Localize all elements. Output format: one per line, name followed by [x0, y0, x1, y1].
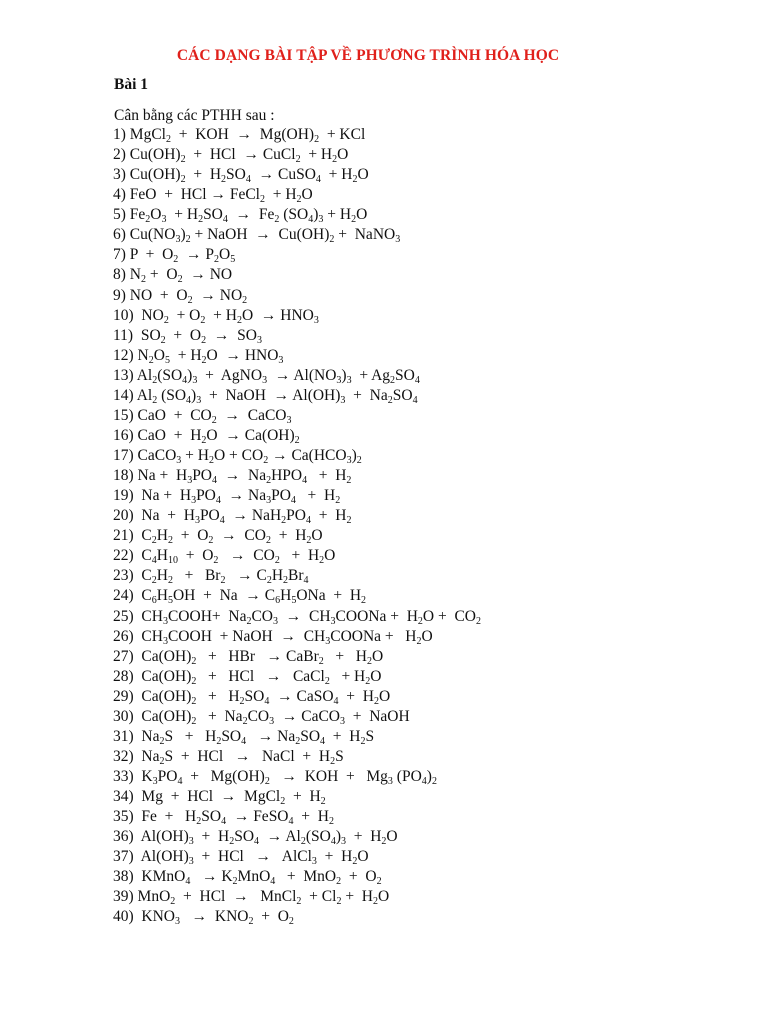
equation-number: 1) — [113, 126, 130, 143]
equation-row — [113, 346, 481, 366]
equation-row — [113, 486, 481, 506]
equation-text: $Na + H_3PO_4 \to NaH_2PO_4 + H_2$ — [137, 507, 352, 527]
equation-text: $CH_3COOH+ Na_2CO_3$ → $CH_3COONa + H_2O + CO_2$ — [137, 607, 481, 627]
equation-text: $Na_2S + H_2SO_4 \to Na_2SO_4 + H_2S$ — [137, 727, 375, 747]
equation-number: 11) — [113, 326, 137, 344]
equation-text: $C_6H_5OH + Na \to C_6H_5ONa + H_2$ — [137, 587, 367, 607]
equation-number: 9) — [113, 286, 130, 304]
equation-row — [113, 687, 481, 707]
equation-row — [113, 787, 481, 807]
equation-row — [113, 647, 481, 667]
equation-text: $N_2 + O_2$ → NO — [129, 266, 233, 286]
equation-row — [113, 145, 481, 165]
equation-text: $CH_3COOH$ + NaOH → $CH_3COONa + H_2O$ — [137, 627, 433, 647]
equation-number: 20) — [113, 507, 138, 525]
equation-row — [113, 185, 481, 205]
equation-text: $KNO_3 \to KNO_2 + O_2$ — [137, 908, 294, 928]
equation-list — [113, 125, 481, 928]
equation-text: $P + O_2 \to P_2O_5$ — [129, 246, 236, 266]
equation-text: $N_2O_5 + H_2O \to HNO_3$ — [137, 346, 284, 366]
equation-number: 22) — [113, 547, 138, 565]
equation-row — [113, 326, 481, 346]
equation-text: $Ca(OH)_2 + H_2SO_4$ → CaSO$_4$ + $H_2O$ — [137, 687, 391, 707]
equation-row — [113, 165, 481, 185]
equation-text: $Na_2S$ + HCl → NaCl + $H_2S$ — [137, 747, 344, 767]
equation-row — [113, 727, 481, 747]
equation-number: 29) — [113, 687, 138, 705]
equation-row — [113, 566, 481, 586]
equation-number: 14) — [113, 386, 137, 404]
equation-text: KMnO$_4$ → $K_2MnO_4 + MnO_2 + O_2$ — [137, 868, 382, 888]
equation-number: 18) — [113, 467, 138, 485]
equation-number: 21) — [113, 527, 138, 545]
equation-number: 13) — [113, 366, 137, 384]
equation-number: 32) — [113, 747, 138, 765]
equation-number: 19) — [113, 487, 138, 505]
equation-number: 12) — [113, 346, 138, 364]
equation-number: 3) — [113, 166, 130, 184]
instruction-text: Cân bằng các PTHH sau : — [114, 107, 275, 124]
equation-text: MnO$_2$ + HCl → MnCl$_2$ + $Cl_2 + H_2O$ — [137, 888, 390, 908]
equation-text: $Cu(NO_3)_2$ + NaOH → $Cu(OH)_2$ + NaNO$_3$ — [129, 226, 401, 246]
equation-number: 38) — [113, 868, 138, 886]
equation-text: $K_3PO_4 + Mg(OH)_2$ → KOH + $Mg_3$ $(PO_4)_2$ — [137, 768, 437, 787]
equation-row — [113, 386, 481, 406]
equation-text: CaO + $CO_2$ → CaCO$_3$ — [137, 406, 292, 426]
equation-row — [113, 847, 481, 867]
equation-number: 31) — [113, 727, 138, 745]
equation-text: $Ca(OH)_2$ + HCl → CaCl$_2$ + $H_2O$ — [137, 667, 382, 687]
equation-number: 40) — [113, 908, 138, 926]
equation-row — [113, 125, 481, 145]
equation-number: 28) — [113, 667, 138, 685]
document-title: CÁC DẠNG BÀI TẬP VỀ PHƯƠNG TRÌNH HÓA HỌC — [176, 47, 560, 64]
equation-text: $Fe + H_2SO_4$ → FeSO$_4$ + $H_2$ — [137, 808, 334, 828]
equation-row — [113, 887, 481, 907]
equation-row — [113, 867, 481, 887]
equation-text: MgCl$_2$ + KOH → $Mg(OH)_2$ + KCl — [129, 126, 366, 145]
equation-text: $Al(OH)_3$ + HCl → AlCl$_3$ + $H_2O$ — [137, 848, 369, 868]
equation-row — [113, 286, 481, 306]
equation-number: 39) — [113, 888, 138, 906]
equation-number: 15) — [113, 406, 138, 424]
equation-number: 30) — [113, 707, 138, 725]
equation-row — [113, 827, 481, 847]
equation-text: $Cu(OH)_2 + H_2SO_4$ → CuSO$_4$ + $H_2O$ — [129, 166, 369, 186]
equation-text: $Al_2$ $(SO_4)_3$ + NaOH → $Al(OH)_3 + Na_2SO_4$ — [136, 386, 418, 406]
equation-row — [113, 546, 481, 566]
equation-row — [113, 306, 481, 326]
equation-number: 34) — [113, 788, 138, 806]
equation-number: 27) — [113, 647, 138, 665]
equation-row — [113, 907, 481, 927]
equation-row — [113, 245, 481, 265]
equation-row — [113, 667, 481, 687]
equation-row — [113, 747, 481, 767]
equation-text: Mg + HCl → MgCl$_2$ + $H_2$ — [137, 788, 326, 808]
equation-text: $C_2H_2 + Br_2 \to C_2H_2Br_4$ — [137, 567, 309, 587]
section-heading: Bài 1 — [114, 76, 149, 93]
equation-number: 7) — [113, 246, 130, 264]
equation-row — [113, 586, 481, 606]
equation-number: 23) — [113, 567, 138, 585]
equation-number: 26) — [113, 627, 138, 645]
equation-number: 2) — [113, 146, 130, 164]
equation-number: 35) — [113, 808, 138, 826]
equation-number: 4) — [113, 186, 130, 204]
equation-row — [113, 707, 481, 727]
equation-row — [113, 807, 481, 827]
equation-number: 10) — [113, 306, 138, 324]
equation-row — [113, 426, 481, 446]
equation-text: FeO + HCl → FeCl$_2$ + $H_2O$ — [129, 186, 313, 206]
equation-text: $C_4H_{10} + O_2 \to CO_2 + H_2O$ — [137, 547, 336, 567]
equation-text: $SO_2 + O_2 \to SO_3$ — [136, 326, 262, 346]
equation-row — [113, 466, 481, 486]
equation-row — [113, 446, 481, 466]
equation-text: $Cu(OH)_2$ + HCl → CuCl$_2$ + $H_2O$ — [129, 146, 349, 166]
equation-number: 33) — [113, 768, 138, 785]
equation-row — [113, 767, 481, 787]
equation-number: 24) — [113, 587, 138, 605]
equation-number: 36) — [113, 828, 138, 846]
equation-text: $Na + H_3PO_4 \to Na_3PO_4 + H_2$ — [137, 487, 341, 507]
equation-text: CaO + $H_2O \to Ca(OH)_2$ — [137, 426, 300, 446]
equation-row — [113, 506, 481, 526]
equation-row — [113, 627, 481, 647]
equation-text: $Al_2(SO_4)_3$ + AgNO$_3$ → $Al(NO_3)_3 + Ag_2SO_4$ — [136, 366, 420, 386]
equation-row — [113, 526, 481, 546]
equation-text: NO + $O_2 \to NO_2$ — [129, 286, 248, 306]
equation-text: $Na + H_3PO_4 \to Na_2HPO_4 + H_2$ — [137, 467, 352, 487]
equation-text: $NO_2 + O_2 + H_2O \to HNO_3$ — [137, 306, 319, 326]
equation-text: CaCO$_3$ + $H_2O + CO_2 \to Ca(HCO_3)_2$ — [137, 447, 362, 466]
equation-number: 8) — [113, 266, 130, 284]
equation-text: $C_2H_2 + O_2 \to CO_2 + H_2O$ — [137, 527, 323, 547]
equation-row — [113, 265, 481, 285]
equation-number: 37) — [113, 848, 138, 866]
equation-text: $Fe_2O_3 + H_2SO_4 \to Fe_2$ $(SO_4)_3 + H_2O$ — [129, 206, 368, 226]
equation-row — [113, 225, 481, 245]
equation-text: $Ca(OH)_2$ + HBr → CaBr$_2$ + $H_2O$ — [137, 647, 384, 667]
equation-number: 16) — [113, 426, 138, 444]
equation-number: 6) — [113, 226, 130, 244]
equation-row — [113, 607, 481, 627]
equation-row — [113, 406, 481, 426]
equation-text: $Ca(OH)_2 + Na_2CO_3$ → CaCO$_3$ + NaOH — [137, 707, 410, 727]
equation-row — [113, 366, 481, 386]
equation-text: $Al(OH)_3 + H_2SO_4 \to Al_2(SO_4)_3 + H_2O$ — [137, 828, 398, 848]
equation-number: 25) — [113, 607, 138, 625]
equation-number: 5) — [113, 206, 130, 224]
equation-row — [113, 205, 481, 225]
equation-number: 17) — [113, 447, 138, 464]
